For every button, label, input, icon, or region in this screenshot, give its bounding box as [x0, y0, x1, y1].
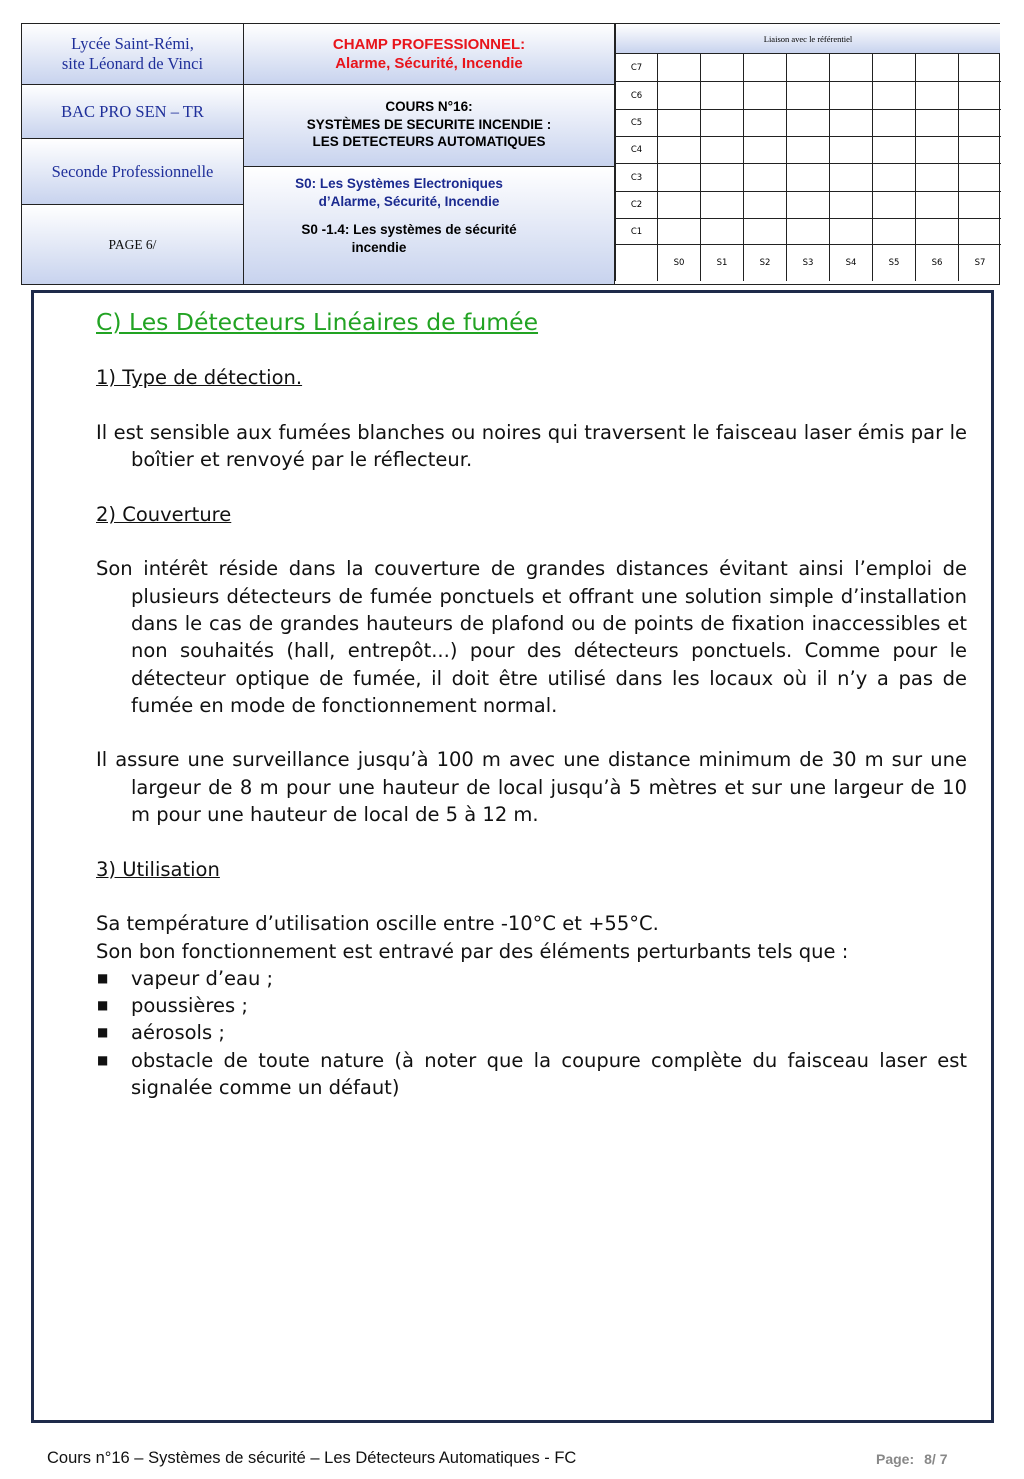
module-cell: [244, 167, 615, 284]
grid-cell: [657, 82, 700, 110]
savoir-col-label: S6: [915, 245, 958, 281]
grid-cell: [958, 54, 1001, 82]
grid-cell: [700, 137, 743, 164]
grid-cell: [786, 219, 829, 245]
competency-row-label: C5: [615, 110, 657, 137]
bullet-square-icon: ■: [97, 1025, 109, 1040]
grid-cell: [958, 219, 1001, 245]
grid-cell: [958, 137, 1001, 164]
competency-row-label: C1: [615, 219, 657, 245]
paragraph-detection: Il est sensible aux fumées blanches ou noires qui traversent le faisceau laser émis par le boîtier et renvoyé par le réflecteur.: [96, 420, 967, 472]
grid-cell: [743, 164, 786, 192]
savoir-col-label: S3: [786, 245, 829, 281]
paragraph-disturbances: Son bon fonctionnement est entravé par des éléments perturbants tels que :: [96, 939, 849, 963]
grid-cell: [958, 82, 1001, 110]
grid-cell: [872, 54, 915, 82]
grid-cell: [743, 54, 786, 82]
footer-course-label: Cours n°16 – Systèmes de sécurité – Les Détecteurs Automatiques - FC: [47, 1449, 577, 1467]
heading-detection-type: 1) Type de détection.: [96, 366, 303, 390]
grid-cell: [872, 137, 915, 164]
grid-corner-cell: [615, 245, 657, 281]
list-item: [96, 992, 967, 1019]
savoir-col-label: S0: [657, 245, 700, 281]
competency-row-label: C3: [615, 164, 657, 192]
grid-cell: [786, 82, 829, 110]
grid-cell: [829, 137, 872, 164]
course-number: COURS N°16:: [385, 99, 473, 114]
grid-cell: [915, 110, 958, 137]
module-s014-line2: incendie: [351, 239, 407, 255]
grid-cell: [700, 110, 743, 137]
grid-cell: [786, 110, 829, 137]
grid-cell: [872, 192, 915, 219]
grid-cell: [743, 192, 786, 219]
footer-page-number: [876, 1451, 947, 1467]
grid-cell: [700, 192, 743, 219]
grid-cell: [829, 110, 872, 137]
grid-cell: [743, 110, 786, 137]
grid-cell: [657, 137, 700, 164]
grid-cell: [872, 110, 915, 137]
level-label: Seconde Professionnelle: [51, 161, 214, 181]
module-s014-line1: S0 -1.4: Les systèmes de sécurité: [301, 222, 517, 237]
paragraph-coverage: Son intérêt réside dans la couverture de grandes distances évitant ainsi l’emploi de plusieurs détecteurs de fumée ponctuels et offrant une solution simple d’installation dans le cas de grandes hauteurs de plafond ou de points de fixation inaccessibles et non souhaités (hall, entrepôt...) pour des détecteurs ponctuels. Comme pour le détecteur optique de fumée, il doit être utilisé dans les locaux où il n’y a pas de fumée en mode de fonctionnement normal.: [96, 557, 967, 717]
bullet-text: aérosols ;: [131, 1021, 225, 1045]
paragraph-temperature: Sa température d’utilisation oscille entre -10°C et +55°C.: [96, 912, 659, 936]
section-title: C) Les Détecteurs Linéaires de fumée: [96, 308, 539, 336]
course-title: SYSTÈMES DE SECURITE INCENDIE :: [306, 116, 552, 132]
grid-cell: [829, 219, 872, 245]
bullet-text: obstacle de toute nature (à noter que la coupure complète du faisceau laser est signalée comme un défaut): [131, 1048, 967, 1100]
savoir-col-label: S2: [743, 245, 786, 281]
list-item: [96, 1047, 967, 1102]
competency-row-label: C4: [615, 137, 657, 164]
document-body: [96, 300, 967, 1101]
program-cell: [22, 85, 244, 139]
grid-cell: [915, 192, 958, 219]
grid-cell: [657, 164, 700, 192]
bullet-square-icon: ■: [97, 1052, 109, 1067]
grid-cell: [786, 192, 829, 219]
grid-cell: [786, 164, 829, 192]
grid-cell: [958, 164, 1001, 192]
grid-cell: [700, 54, 743, 82]
savoir-col-label: S1: [700, 245, 743, 281]
module-s0-line1: S0: Les Systèmes Electroniques: [295, 176, 503, 191]
grid-cell: [657, 219, 700, 245]
savoir-col-label: S4: [829, 245, 872, 281]
liaison-header: Liaison avec le référentiel: [615, 24, 1000, 54]
school-cell: [22, 24, 244, 85]
paragraph-surveillance: Il assure une surveillance jusqu’à 100 m avec une distance minimum de 30 m sur une largeur de 8 m pour une hauteur de local jusqu’à 5 mètres et sur une largeur de 10 m pour une hauteur de local de 5 à 12 m.: [96, 748, 967, 827]
field-cell: [244, 24, 615, 85]
grid-cell: [786, 54, 829, 82]
grid-cell: [915, 219, 958, 245]
bullet-text: vapeur d’eau ;: [131, 966, 274, 990]
heading-usage: 3) Utilisation: [96, 857, 220, 881]
heading-coverage: 2) Couverture: [96, 502, 232, 526]
grid-cell: [915, 164, 958, 192]
grid-cell: [872, 219, 915, 245]
bullet-square-icon: ■: [97, 998, 109, 1013]
grid-cell: [829, 164, 872, 192]
grid-cell: [872, 82, 915, 110]
savoir-col-label: S7: [958, 245, 1001, 281]
document-header: [21, 23, 1000, 285]
school-name: Lycée Saint-Rémi,: [71, 34, 194, 53]
program-label: BAC PRO SEN – TR: [61, 101, 204, 121]
grid-cell: [872, 164, 915, 192]
grid-cell: [700, 82, 743, 110]
page-label: PAGE 6/: [108, 236, 157, 252]
grid-cell: [657, 192, 700, 219]
footer-page-value: 8/ 7: [924, 1451, 948, 1467]
grid-cell: [700, 164, 743, 192]
grid-cell: [657, 110, 700, 137]
competency-row-label: C2: [615, 192, 657, 219]
grid-cell: [829, 192, 872, 219]
course-cell: [244, 85, 615, 167]
grid-cell: [743, 219, 786, 245]
module-s0-line2: d’Alarme, Sécurité, Incendie: [318, 193, 500, 209]
grid-cell: [657, 54, 700, 82]
savoir-col-label: S5: [872, 245, 915, 281]
grid-cell: [700, 219, 743, 245]
field-title: CHAMP PROFESSIONNEL:: [332, 36, 526, 53]
grid-cell: [786, 137, 829, 164]
bullet-text: poussières ;: [131, 994, 248, 1018]
competency-row-label: C7: [615, 54, 657, 82]
grid-cell: [829, 82, 872, 110]
grid-cell: [958, 110, 1001, 137]
course-subtitle: LES DETECTEURS AUTOMATIQUES: [312, 134, 546, 149]
list-item: [96, 965, 967, 992]
grid-cell: [958, 192, 1001, 219]
footer-page-label: Page:: [876, 1451, 915, 1467]
bullet-square-icon: ■: [97, 970, 109, 985]
competency-row-label: C6: [615, 82, 657, 110]
level-cell: [22, 139, 244, 205]
school-site: site Léonard de Vinci: [61, 54, 204, 73]
grid-cell: [915, 82, 958, 110]
grid-cell: [829, 54, 872, 82]
grid-cell: [915, 54, 958, 82]
page-cell: [22, 205, 244, 284]
grid-cell: [743, 137, 786, 164]
list-item: [96, 1019, 967, 1046]
competency-grid: [615, 24, 1000, 284]
field-subtitle: Alarme, Sécurité, Incendie: [335, 55, 523, 72]
grid-cell: [743, 82, 786, 110]
grid-cell: [915, 137, 958, 164]
